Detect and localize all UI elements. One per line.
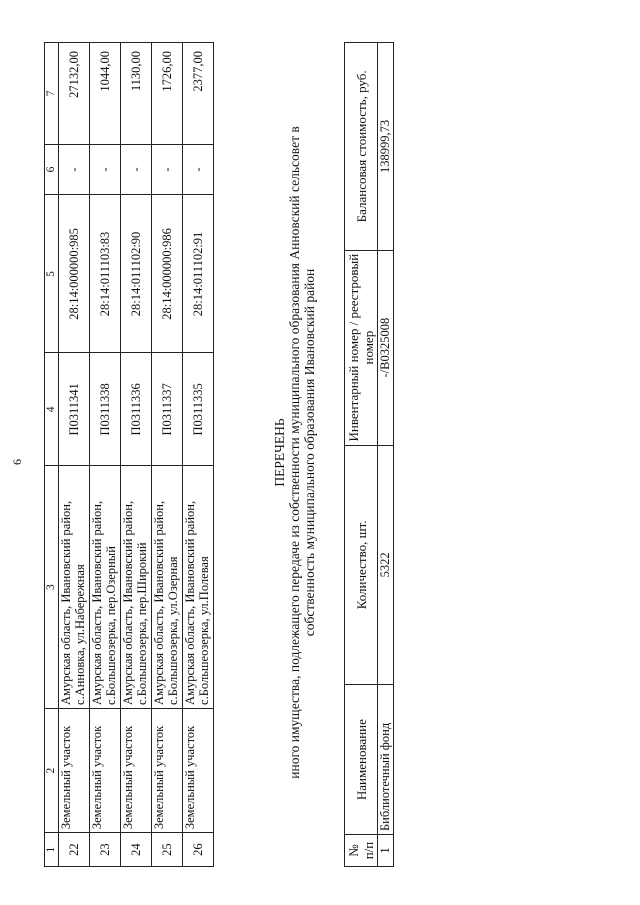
- address-line: Амурская область, Ивановский район,: [59, 500, 73, 705]
- address-line: Амурская область, Ивановский район,: [121, 500, 135, 705]
- address-line: с.Большеозерка, пер.Широкий: [135, 542, 149, 705]
- header-cost: Балансовая стоимость, руб.: [345, 43, 378, 251]
- address-line: Амурская область, Ивановский район,: [90, 500, 104, 705]
- page-number: 6: [10, 459, 24, 465]
- list-heading: [272, 40, 317, 865]
- row-number: 1: [378, 835, 394, 867]
- heading-title: ПЕРЕЧЕНЬ: [272, 418, 287, 487]
- cadastral-number: 28:14:011102:90: [121, 195, 152, 353]
- address-line: с.Большеозерка, ул.Полевая: [197, 556, 211, 705]
- table-row: [152, 43, 183, 867]
- balance-cost: 138999,73: [378, 43, 394, 251]
- header-name: Наименование: [345, 685, 378, 835]
- address-line: с.Большеозерка, ул.Озерная: [166, 556, 180, 705]
- table-row: [121, 43, 152, 867]
- object-address: [152, 466, 183, 709]
- heading-line: собственность муниципального образования Ивановский район: [302, 268, 317, 637]
- table-header-row: [45, 43, 59, 867]
- header-cell: 4: [45, 353, 59, 466]
- table-row: [183, 43, 214, 867]
- row-number: 25: [152, 833, 183, 867]
- header-cell: 2: [45, 708, 59, 832]
- cadastral-number: 28:14:011103:83: [90, 195, 121, 353]
- header-cell: 7: [45, 43, 59, 145]
- heading-line: иного имущества, подлежащего передаче из собственности муниципального образования Анновский сельсовет в: [287, 126, 302, 779]
- row-number: 24: [121, 833, 152, 867]
- inventory-number: П0311335: [183, 353, 214, 466]
- cadastral-number: 28:14:000000:985: [59, 195, 90, 353]
- column-6-value: -: [90, 144, 121, 195]
- column-6-value: -: [152, 144, 183, 195]
- table-row: [59, 43, 90, 867]
- inventory-number: П0311336: [121, 353, 152, 466]
- address-line: с.Большеозерка, пер.Озерный: [104, 546, 118, 705]
- inventory-number: П0311338: [90, 353, 121, 466]
- address-line: Амурская область, Ивановский район,: [183, 500, 197, 705]
- object-address: [90, 466, 121, 709]
- table-row: [90, 43, 121, 867]
- object-address: [59, 466, 90, 709]
- header-cell: 6: [45, 144, 59, 195]
- header-inventory: Инвентарный номер / реестровый номер: [345, 250, 378, 445]
- inventory-number: П0311341: [59, 353, 90, 466]
- object-type: Земельный участок: [90, 708, 121, 832]
- table-row: [378, 43, 394, 867]
- header-qty: Количество, шт.: [345, 445, 378, 685]
- cadastral-number: 28:14:011102:91: [183, 195, 214, 353]
- inventory-number: -/В0325008: [378, 250, 394, 445]
- object-address: [183, 466, 214, 709]
- row-number: 26: [183, 833, 214, 867]
- property-transfer-table: [344, 42, 394, 867]
- balance-value: 1130,00: [121, 43, 152, 145]
- address-line: Амурская область, Ивановский район,: [152, 500, 166, 705]
- header-num: № п/п: [345, 835, 378, 867]
- header-cell: 3: [45, 466, 59, 709]
- item-quantity: 5322: [378, 445, 394, 685]
- balance-value: 2377,00: [183, 43, 214, 145]
- balance-value: 27132,00: [59, 43, 90, 145]
- column-6-value: -: [121, 144, 152, 195]
- address-line: с.Анновка, ул.Набережная: [73, 564, 87, 705]
- item-name: Библиотечный фонд: [378, 685, 394, 835]
- object-type: Земельный участок: [183, 708, 214, 832]
- inventory-number: П0311337: [152, 353, 183, 466]
- header-cell: 1: [45, 833, 59, 867]
- column-6-value: -: [59, 144, 90, 195]
- object-type: Земельный участок: [59, 708, 90, 832]
- column-6-value: -: [183, 144, 214, 195]
- object-type: Земельный участок: [152, 708, 183, 832]
- land-plots-table: [44, 42, 214, 867]
- header-cell: 5: [45, 195, 59, 353]
- balance-value: 1044,00: [90, 43, 121, 145]
- object-type: Земельный участок: [121, 708, 152, 832]
- row-number: 23: [90, 833, 121, 867]
- cadastral-number: 28:14:000000:986: [152, 195, 183, 353]
- row-number: 22: [59, 833, 90, 867]
- object-address: [121, 466, 152, 709]
- balance-value: 1726,00: [152, 43, 183, 145]
- table-header-row: [345, 43, 378, 867]
